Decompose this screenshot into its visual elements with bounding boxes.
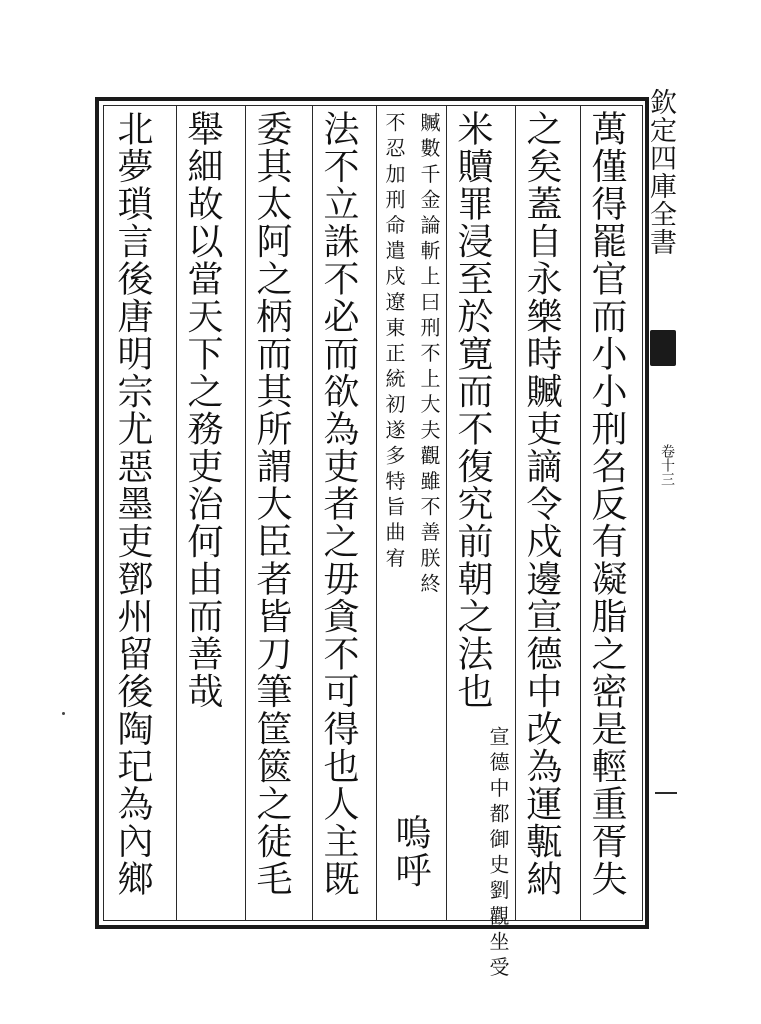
text-column-2: 之矣蓋自永樂時贓吏謫令戍邊宣德中改為運甎納 xyxy=(521,110,562,898)
column-rule xyxy=(245,105,246,921)
text-column-3: 米贖罪浸至於寛而不復究前朝之法也 xyxy=(452,110,493,710)
text-column-5: 法不立誅不必而欲為吏者之毋貪不可得也人主既 xyxy=(318,110,359,898)
column-rule xyxy=(515,105,516,921)
margin-volume-number: 卷十三 xyxy=(659,444,675,486)
text-column-4-main: 嗚呼 xyxy=(390,814,431,889)
margin-book-title: 欽定四庫全書 xyxy=(645,88,676,256)
text-column-3-note-right: 宣德中都御史劉觀坐受 xyxy=(486,726,510,982)
column-rule xyxy=(312,105,313,921)
margin-rule xyxy=(655,792,677,794)
text-column-6: 委其太阿之柄而其所謂大臣者皆刀筆筐篋之徒毛 xyxy=(251,110,292,898)
text-column-4-note-left: 不忍加刑命遣戍遼東正統初遂多特旨曲宥 xyxy=(382,112,406,573)
column-rule xyxy=(446,105,447,921)
column-rule xyxy=(376,105,377,921)
fish-tail-mark-icon xyxy=(650,330,676,366)
text-column-1: 萬僅得罷官而小小刑名反有凝脂之密是輕重胥失 xyxy=(586,110,627,898)
text-column-8: 北夢瑣言後唐明宗尤惡墨吏鄧州留後陶玘為內鄉 xyxy=(112,110,153,898)
column-rule xyxy=(580,105,581,921)
column-rule xyxy=(176,105,177,921)
text-column-7: 舉細故以當天下之務吏治何由而善哉 xyxy=(182,110,223,710)
text-column-4-note-right: 贓數千金論斬上曰刑不上大夫觀雖不善朕終 xyxy=(417,112,441,599)
scan-speck xyxy=(62,712,65,715)
